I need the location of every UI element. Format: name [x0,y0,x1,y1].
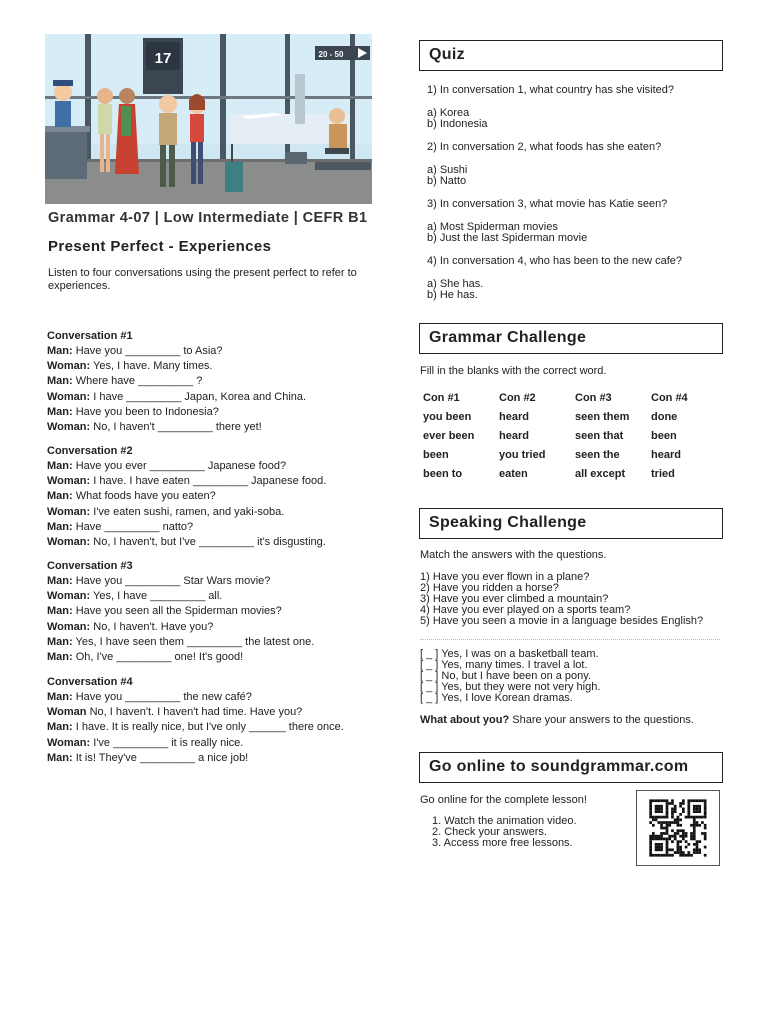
conversation-heading: Conversation #2 [47,445,133,457]
speaking-question: 4) Have you ever played on a sports team? [420,604,631,616]
table-header-row [423,388,711,407]
dialogue-text: Oh, I've _________ one! It's good! [72,650,244,663]
dialogue-text: Have you been to Indonesia? [72,405,219,418]
what-about-you [420,714,694,726]
speaker-separator: : [69,650,73,663]
online-list-item: 3. Access more free lessons. [432,837,573,849]
speaker-name: Woman [47,620,87,633]
speaker-name: Woman [47,360,87,373]
speaker-name: Woman [47,420,87,433]
speaker-name: Woman [47,390,87,403]
spacer [427,154,727,165]
speaker-separator: : [69,375,73,388]
speaker-name: Man [47,721,69,734]
speaker-separator: : [86,360,91,373]
lesson-title: Present Perfect - Experiences [48,238,272,255]
speaking-answer: [ _ ] No, but I have been on a pony. [420,670,592,682]
quiz-option-a: a) Korea [427,107,470,119]
dialogue-line [47,390,377,405]
dialogue-line [47,459,377,474]
speaker-name: Man [47,405,69,418]
dialogue-text: Where have _________ ? [72,375,203,388]
dialogue-text: I've _________ it is really nice. [90,736,244,749]
speaker-separator: : [86,420,91,433]
speaker-separator: : [86,505,91,518]
dialogue-line [47,620,377,635]
dialogue-line [47,520,377,535]
dialogue-text: Yes, I have. Many times. [90,360,213,373]
speaker-separator: : [86,590,91,603]
dialogue-text: Have you ever _________ Japanese food? [72,460,287,472]
go-online-heading: Go online to soundgrammar.com [419,752,723,783]
quiz-option-a: a) Sushi [427,164,468,176]
speaker-name: Woman [47,475,87,488]
table-cell: all except [575,467,626,480]
what-about-you-rest: Share your answers to the questions. [509,714,694,726]
speaker-name: Woman [47,736,87,749]
speaker-separator: : [69,721,73,734]
table-cell: eaten [499,467,528,480]
speaker-name: Man [47,751,69,764]
table-cell: you been [423,410,472,423]
quiz-question: 4) In conversation 4, who has been to the new cafe? [427,255,682,267]
speaker-separator: : [69,605,73,618]
column-header: Con #1 [423,391,460,404]
speaker-name: Man [47,375,69,388]
dialogue-text: Have you _________ to Asia? [72,345,223,357]
gate-number: 17 [154,50,172,67]
dialogue-text: Have you _________ Star Wars movie? [72,575,271,587]
table-row [423,407,711,426]
dialogue-line [47,535,377,550]
spacer [427,187,727,198]
table-cell: heard [499,410,529,423]
quiz-option-b: b) He has. [427,289,478,301]
speaking-challenge-heading: Speaking Challenge [419,508,723,539]
dialogue-text: I have. It is really nice, but I've only ______ there once. [72,721,344,734]
lesson-intro: Listen to four conversations using the present perfect to refer to experiences. [48,267,357,292]
dialogue-text: I've eaten sushi, ramen, and yaki-soba. [90,505,285,518]
dialogue-line [47,589,377,604]
quiz-option-b: b) Natto [427,175,467,187]
quiz-option-a: a) Most Spiderman movies [427,221,558,233]
dialogue-line [47,574,377,589]
speaker-name: Woman [47,505,87,518]
conversation-heading: Conversation #3 [47,560,133,572]
speaker-name: Man [47,650,69,663]
speaker-separator: : [69,345,73,357]
speaker-name: Man [47,460,69,472]
speaker-separator: : [69,575,73,587]
dialogue-text: Yes, I have _________ all. [90,590,223,603]
quiz-questions [427,84,727,312]
speaker-name: Man [47,520,69,533]
speaker-separator: : [86,390,91,403]
table-cell: been to [423,467,463,480]
speaking-question: 3) Have you ever climbed a mountain? [420,593,609,605]
quiz-question: 1) In conversation 1, what country has she visited? [427,84,675,96]
dialogue-text: Yes, I have seen them _________ the latest one. [72,635,315,648]
speaking-question: 5) Have you seen a movie in a language besides English? [420,615,704,627]
speaking-challenge-instruction: Match the answers with the questions. [420,549,607,561]
spacer [427,301,727,312]
lesson-subtitle: Grammar 4-07 | Low Intermediate | CEFR B1 [48,210,368,226]
table-cell: seen them [575,410,630,423]
dialogue-line [47,650,377,665]
conversation-3 [47,559,377,665]
conversation-2 [47,444,377,550]
speaker-separator: : [86,620,91,633]
dialogue-line [47,344,377,359]
dialogue-line [47,690,377,705]
dialogue-line [47,359,377,374]
speaker-name: Man [47,575,69,587]
speaker-name: Woman [47,535,87,548]
dialogue-line [47,420,377,435]
table-row [423,426,711,445]
table-cell: been [423,448,449,461]
dialogue-line [47,736,377,751]
speaker-name: Woman [47,590,87,603]
dialogue-line [47,705,377,720]
dialogue-text: What foods have you eaten? [72,490,216,503]
what-about-you-bold: What about you? [420,714,510,726]
table-cell: seen the [575,448,620,461]
section-divider [420,639,720,640]
lesson-illustration [45,34,372,204]
dialogue-line [47,474,377,489]
dialogue-line [47,505,377,520]
speaker-separator: : [69,751,73,764]
speaker-separator: : [86,535,91,548]
speaking-question: 1) Have you ever flown in a plane? [420,571,590,583]
dialogue-line [47,489,377,504]
spacer [427,130,727,141]
quiz-option-a: a) She has. [427,278,484,290]
dialogue-text: It is! They've _________ a nice job! [72,751,249,764]
dialogue-text: I have _________ Japan, Korea and China. [90,390,307,403]
quiz-question: 3) In conversation 3, what movie has Katie seen? [427,198,668,210]
dialogue-line [47,374,377,389]
conversation-4 [47,675,377,766]
speaker-name: Woman [47,706,87,719]
table-cell: heard [651,448,681,461]
speaking-answer: [ _ ] Yes, but they were not very high. [420,681,601,693]
speaking-questions [420,572,720,627]
conversation-heading: Conversation #4 [47,676,133,688]
table-cell: you tried [499,448,546,461]
spacer [427,244,727,255]
qr-code[interactable] [636,790,720,866]
speaker-separator: : [69,520,73,533]
dialogue-text: I have. I have eaten _________ Japanese food. [90,475,327,488]
table-cell: been [651,429,677,442]
speaker-separator: : [69,460,73,472]
dialogue-line [47,405,377,420]
grammar-challenge-table [423,388,711,483]
speaker-name: Man [47,605,69,618]
dialogue-text: No, I haven't, but I've _________ it's disgusting. [90,535,326,548]
speaker-separator: : [86,475,91,488]
quiz-option-b: b) Just the last Spiderman movie [427,232,588,244]
dialogue-line [47,720,377,735]
speaker-name: Man [47,635,69,648]
speaking-answer: [ _ ] Yes, many times. I travel a lot. [420,659,588,671]
speaker-separator: : [69,490,73,503]
speaking-answers [420,649,720,704]
gate-sign: 20 - 50 [318,50,344,59]
conversation-heading: Conversation #1 [47,330,133,342]
speaker-name: Man [47,490,69,503]
speaker-separator: : [69,405,73,418]
column-header: Con #3 [575,391,612,404]
dialogue-text: No, I haven't _________ there yet! [90,420,262,433]
dialogue-text: Have you _________ the new café? [72,691,252,703]
speaking-question: 2) Have you ridden a horse? [420,582,559,594]
spacer [427,97,727,108]
quiz-heading: Quiz [419,40,723,71]
grammar-challenge-instruction: Fill in the blanks with the correct word. [420,365,607,377]
speaker-separator: : [69,691,73,703]
speaker-name: Man [47,345,69,357]
table-cell: ever been [423,429,475,442]
grammar-challenge-heading: Grammar Challenge [419,323,723,354]
dialogue-text: No, I haven't. Have you? [90,620,214,633]
go-online-intro: Go online for the complete lesson! [420,794,587,806]
table-row [423,464,711,483]
table-cell: done [651,410,678,423]
table-row [423,445,711,464]
table-cell: tried [651,467,675,480]
dialogue-line [47,604,377,619]
dialogue-line [47,635,377,650]
conversation-1 [47,329,377,435]
table-cell: heard [499,429,529,442]
dialogue-text: No, I haven't. I haven't had time. Have you? [86,706,303,719]
speaking-answer: [ _ ] Yes, I was on a basketball team. [420,648,599,660]
quiz-option-b: b) Indonesia [427,118,488,130]
speaker-separator: : [86,736,91,749]
dialogue-text: Have you seen all the Spiderman movies? [72,605,282,618]
dialogue-text: Have _________ natto? [72,520,194,533]
column-header: Con #2 [499,391,536,404]
speaker-separator: : [69,635,73,648]
speaker-name: Man [47,691,69,703]
dialogue-line [47,751,377,766]
go-online-list [432,816,577,849]
table-cell: seen that [575,429,624,442]
online-list-item: 1. Watch the animation video. [432,815,577,827]
quiz-question: 2) In conversation 2, what foods has she eaten? [427,141,662,153]
column-header: Con #4 [651,391,688,404]
online-list-item: 2. Check your answers. [432,826,547,838]
speaking-answer: [ _ ] Yes, I love Korean dramas. [420,692,573,704]
